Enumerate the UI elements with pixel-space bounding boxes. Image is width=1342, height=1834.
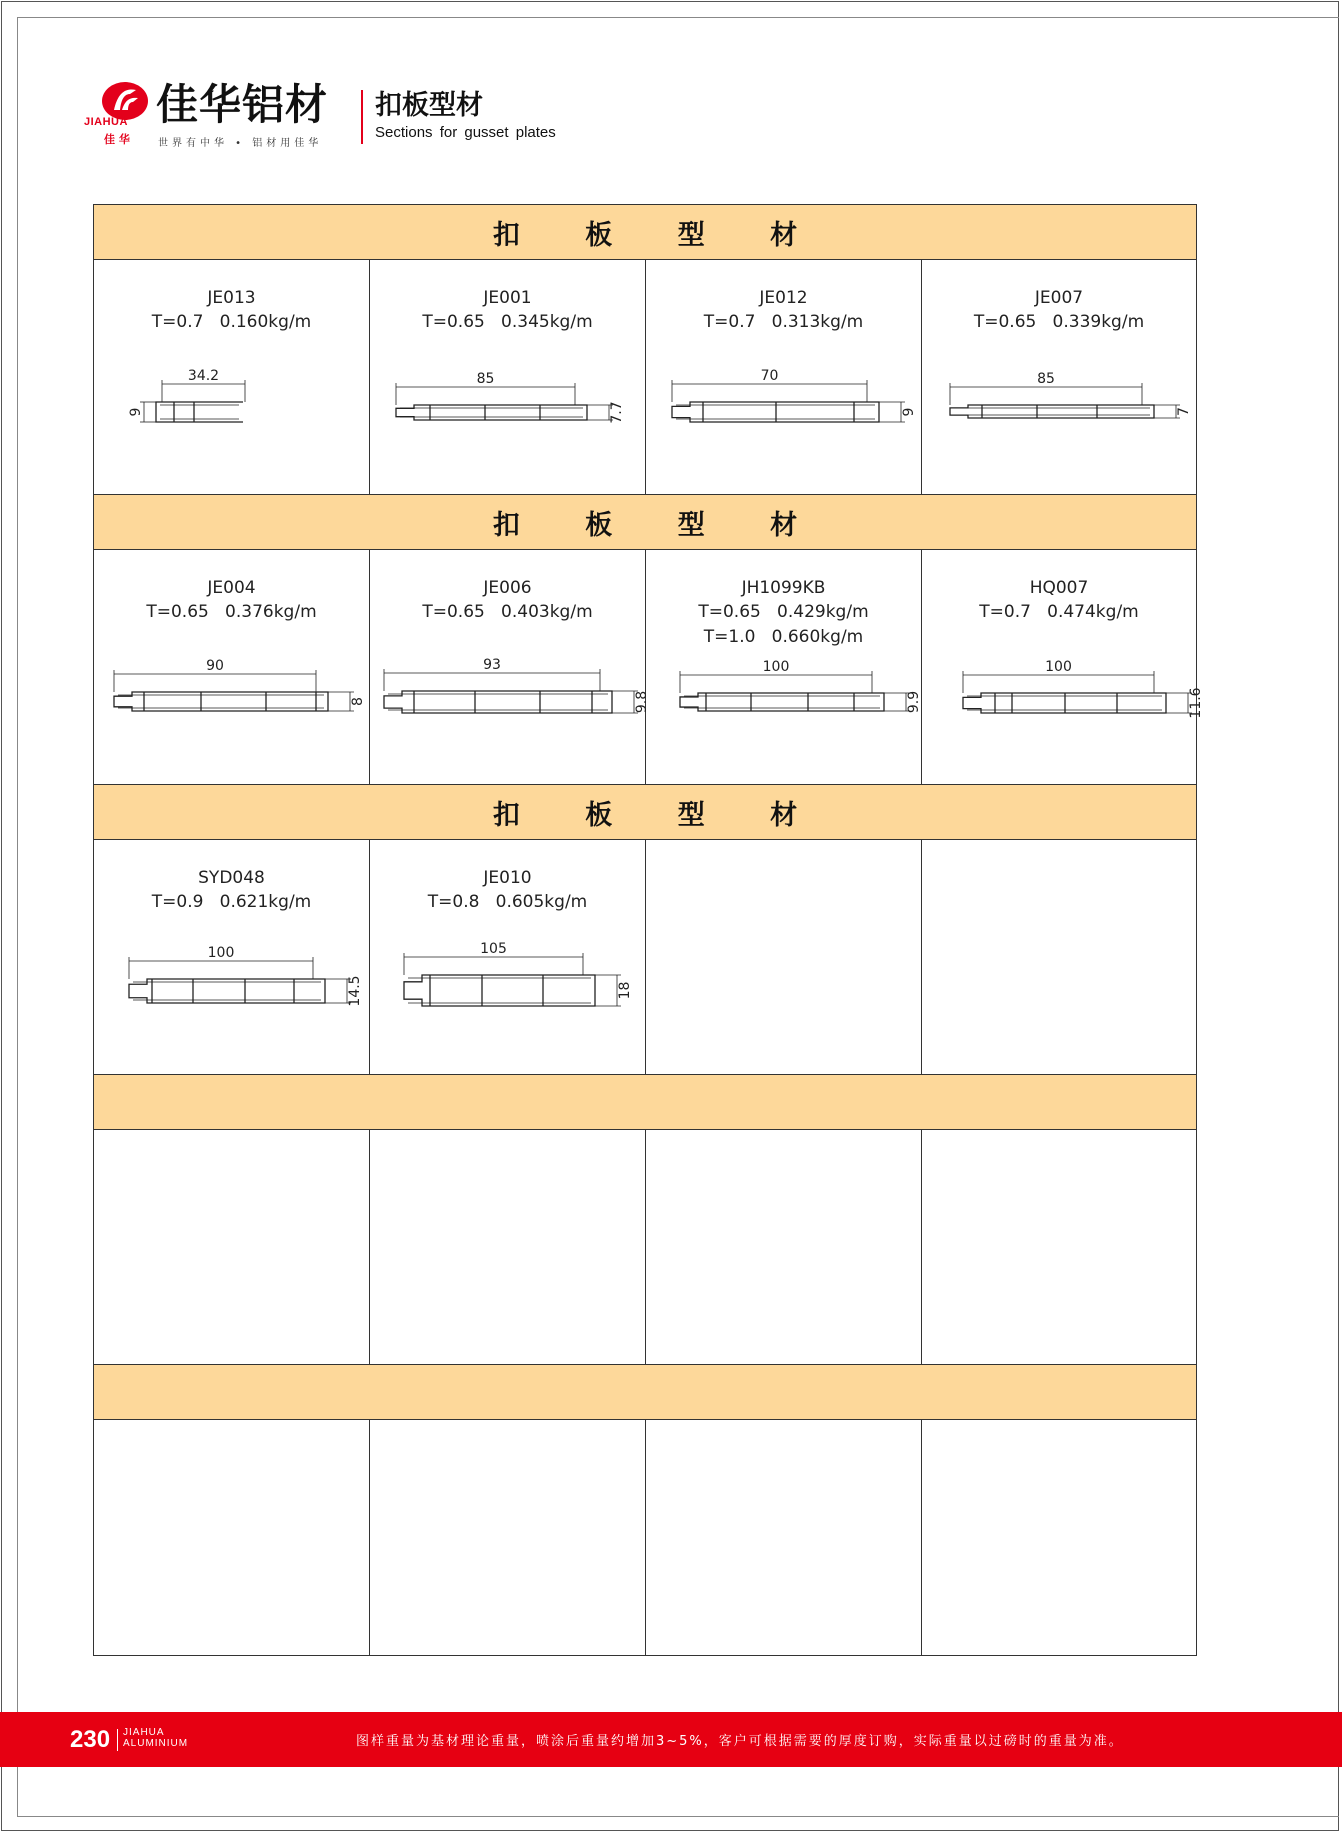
profile-drawing [646,550,922,785]
product-code: JE006 [483,578,532,598]
section-band [94,785,1196,840]
height-dimension-label: 14.5 [347,975,363,1007]
product-cell [646,550,922,784]
profile-outline [396,405,587,420]
product-cell [94,840,370,1074]
empty-cell [646,1130,922,1364]
product-code: HQ007 [1029,578,1089,598]
product-spec: T=0.65 0.376kg/m [146,602,317,622]
height-dimension-label: 7 [1176,407,1192,416]
product-spec: T=0.65 0.429kg/m [698,602,869,622]
profile-inner-wall [118,695,324,708]
section-band-label: 扣 板 型 材 [492,799,826,831]
profile-section [384,691,612,713]
profile-inner-wall [388,694,608,710]
empty-cell [922,1130,1196,1364]
product-code: SYD048 [198,868,265,888]
product-spec: T=0.7 0.313kg/m [703,312,864,332]
width-dimension-label: 90 [206,658,224,674]
product-code: JE010 [483,868,532,888]
width-dimension-label: 100 [207,945,235,961]
profile-drawing [922,260,1198,495]
brand-slogan: 世界有中华 • 铝材用佳华 [158,138,323,149]
profile-section [129,979,325,1003]
profile-drawing [922,550,1204,785]
dimension-lines [114,670,354,711]
height-dimension-label: 11.6 [1188,687,1204,719]
product-spec: T=0.7 0.160kg/m [151,312,312,332]
product-row [94,1130,1196,1365]
profile-section [114,692,328,711]
dimension-lines [129,957,351,1003]
profile-inner-wall [684,696,880,708]
section-band [94,1075,1196,1130]
page-number: 230 [70,1726,111,1753]
profile-section [680,693,884,711]
footer-note: 图样重量为基材理论重量，喷涂后重量约增加3~5%，客户可根据需要的厚度订购，实际重量以过磅时的重量为准。 [356,1734,1124,1749]
profile-outline [404,975,595,1006]
width-dimension-label: 100 [762,659,790,675]
width-dimension-label: 100 [1045,659,1072,675]
profile-drawing [370,260,646,495]
product-cell [370,260,646,494]
height-dimension-label: 8 [350,697,366,706]
product-spec: T=0.65 0.345kg/m [422,312,593,332]
section-band [94,495,1196,550]
empty-cell [370,1130,646,1364]
empty-cell [646,840,922,1074]
height-dimension-label: 9.9 [906,690,922,714]
section-band-label: 扣 板 型 材 [492,219,826,251]
empty-cell [370,1420,646,1655]
dimension-lines [950,383,1180,418]
empty-cell [922,840,1196,1074]
height-dimension-label: 7.7 [609,401,625,424]
product-cell [370,840,646,1074]
footer-brand-line1: JIAHUA [123,1727,165,1738]
brand-name: 佳华铝材 [156,80,329,129]
profile-drawing [370,840,646,1075]
product-cell [922,550,1204,784]
height-dimension-label: 18 [617,981,633,1000]
footer-brand-line2: ALUMINIUM [123,1738,189,1749]
profile-inner-wall [954,408,1150,415]
height-dimension-label: 9.8 [634,690,650,714]
product-code: JE001 [483,288,532,308]
product-spec: T=0.65 0.403kg/m [422,602,593,622]
width-dimension-label: 93 [483,657,501,673]
footer-brand [123,1727,188,1749]
dimension-lines [680,671,910,711]
dimension-lines [963,671,1192,713]
dimension-lines [404,953,621,1006]
section-band [94,205,1196,260]
empty-cell [646,1420,922,1655]
profile-section [396,405,587,420]
logo-latin-text: JIAHUA [84,116,128,128]
profile-inner-wall [400,408,583,417]
profile-drawing [94,550,370,785]
product-row [94,260,1196,495]
profile-outline [950,405,1154,418]
product-code: JE012 [759,288,808,308]
height-dimension-label: 9 [901,407,917,417]
profile-drawing [646,260,922,495]
product-row [94,1420,1196,1655]
product-code: JH1099KB [741,578,826,598]
product-cell [922,260,1196,494]
product-spec: T=0.8 0.605kg/m [427,892,588,912]
product-row [94,840,1196,1075]
header-divider [361,90,363,144]
product-cell [370,550,650,784]
empty-cell [94,1130,370,1364]
empty-cell [94,1420,370,1655]
product-spec: T=0.65 0.339kg/m [973,312,1145,332]
width-dimension-label: 105 [480,941,507,957]
profile-drawing [370,550,650,785]
section-band-label: 扣 板 型 材 [492,509,826,541]
profile-outline [129,979,325,1003]
product-code: JE004 [207,578,256,598]
profile-section [404,975,595,1006]
width-dimension-label: 85 [1037,371,1055,387]
empty-cell [922,1420,1196,1655]
profile-drawing [94,260,370,495]
product-catalog-table [93,204,1204,1656]
logo-chinese-text: 佳 华 [104,133,130,146]
profile-section [672,402,879,422]
profile-drawing [94,840,370,1075]
product-code: JE007 [1034,288,1084,308]
height-dimension-label: 9 [128,407,144,417]
section-band [94,1365,1196,1420]
width-dimension-label: 34.2 [187,368,220,384]
product-spec: T=1.0 0.660kg/m [703,627,864,647]
product-cell [646,260,922,494]
profile-inner-wall [133,982,321,1000]
page-title: 扣板型材 [375,90,483,121]
profile-section [156,402,243,422]
dimension-lines [396,383,613,420]
profile-section [963,693,1166,713]
footer-divider [117,1729,118,1751]
page-subtitle: Sections for gusset plates [375,124,556,141]
product-row [94,550,1204,785]
product-cell [94,260,370,494]
profile-section [950,405,1154,418]
width-dimension-label: 85 [476,371,495,387]
product-cell [94,550,370,784]
width-dimension-label: 70 [760,368,779,384]
profile-inner-wall [160,405,239,419]
product-code: JE013 [207,288,256,308]
dimension-lines [672,380,905,422]
product-spec: T=0.9 0.621kg/m [151,892,312,912]
profile-inner-wall [408,978,591,1003]
product-spec: T=0.7 0.474kg/m [979,602,1139,622]
